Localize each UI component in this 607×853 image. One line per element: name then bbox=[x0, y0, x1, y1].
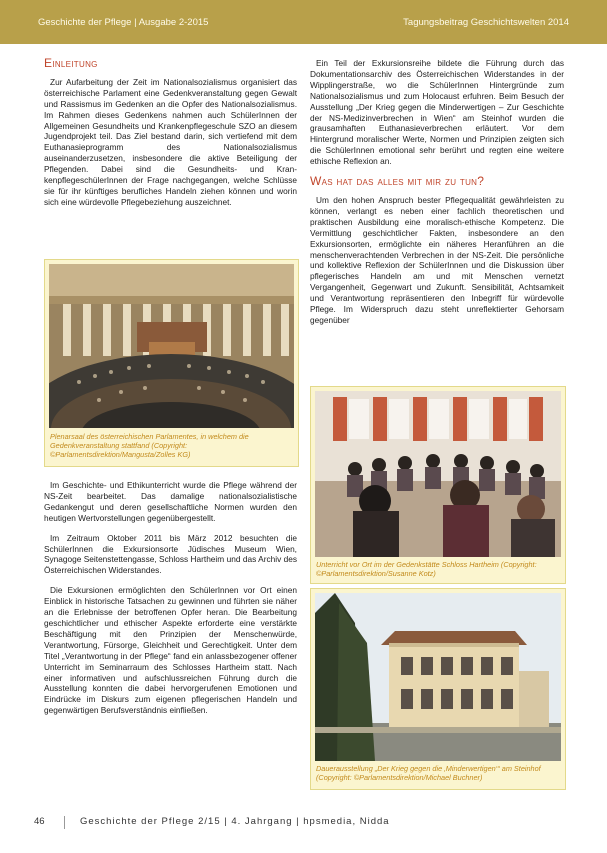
paragraph: Im Geschichte- und Ethikunterricht wurde die Pflege während der NS-Zeit bearbeitet. Das damalige nationalsozialistische Gedankengut und deren gesellschaftliche Normen wurden den heutigen Wertvorstellungen gegenübergestellt. bbox=[44, 480, 297, 523]
footer-divider bbox=[64, 816, 65, 829]
page-footer bbox=[0, 810, 607, 834]
left-column-bottom bbox=[44, 480, 297, 725]
figure-caption: Dauerausstellung „Der Krieg gegen die ‚Minderwertigen‘“ am Steinhof (Copyright: ©Parlamentsdirektion/Michael Buchner) bbox=[316, 764, 541, 782]
header-publication: Geschichte der Pflege | Ausgabe 2-2015 bbox=[38, 17, 209, 28]
seminar-photo bbox=[315, 391, 561, 557]
figure-steinhof bbox=[310, 588, 566, 790]
header-section: Tagungsbeitrag Geschichtswelten 2014 bbox=[403, 17, 569, 28]
page-header bbox=[0, 0, 607, 44]
page-number: 46 bbox=[34, 816, 45, 827]
paragraph: Um den hohen Anspruch bester Pflegequalität gewährleisten zu können, verlangt es neben einer fachlich theoretischen und praktischen Ausbildung eine moralisch-ethische Kompetenz. Die Vermittlung geschichtlicher Fakten, insbesondere an den Exkursionsorten, ermöglichte ein näheres Heranführen an die menschenverachtenden Verbrechen in der NS-Zeit. Die persönliche und kollektive Reflexion der SchülerInnen und die Diskussion über pflegerisches Handeln am und mit Menschen vernetzt Vergangenheit, Gegenwart und Zukunft. Sensibilität, Achtsamkeit und Verantwortung repräsentieren den Inbegriff für würdevolle Pflege. Im Widerspruch dazu steht unreflektierter Gehorsam gegenüber bbox=[310, 194, 564, 325]
figure-caption: Unterricht vor Ort im der Gedenkstätte Schloss Hartheim (Copyright: ©Parlamentsdirektion/Susanne Kotz) bbox=[316, 560, 537, 578]
paragraph: Zur Aufarbeitung der Zeit im Nationalsozialismus organisiert das österreichische Parlament eine Gedenkveranstaltung gegen Gewalt und Rassismus im Gedenken an die Opfer des Nationalsozialismus. Im Rahmen dieses Gedenkens nahmen auch SchülerInnen der Allgemeinen Gesundheits und Krankenpflegeschule SZO an diesem Jugendprojekt teil. Das Ziel bestand darin, sich vertiefend mit dem Euthanasieprogramm des Nationalsozialismus auseinanderzusetzen, insbesondere die aktive Beteiligung der Pflegenden. Dabei sind die Gesundheits- und KrankenpflegeschülerInnen der Frage nachgegangen, welche Schlüsse sie für ihr künftiges berufliches Handeln ziehen können und worin sich eine würdevolle Pflegebeziehung auszeichnet. bbox=[44, 76, 297, 207]
steinhof-photo bbox=[315, 593, 561, 761]
figure-parliament bbox=[44, 259, 299, 467]
right-column bbox=[310, 58, 564, 335]
section-heading-einleitung: Einleitung bbox=[44, 56, 98, 70]
paragraph: Die Exkursionen ermöglichten den SchülerInnen vor Ort einen Einblick in historische Tatsachen zu gewinnen und führten sie näher an die Erlebnisse der betroffenen Opfer heran. Die Bearbeitung geschichtlicher und ethischer Aspekte erforderte eine verstärkte Beschäftigung mit den Prinzipien der Menschenwürde, Verantwortung, Fürsorge, Gleichheit und Gerechtigkeit. Unter dem Titel „Verantwortung in der Pflege“ fand ein anlassbezogener offener Unterricht im Seminarraum des Schlosses Hartheim statt. Nach einer informativen und aufschlussreichen Führung durch die Ausstellung konnten die dabei hervorgerufenen Emotionen und Eindrücke im Diskurs zum eigenen pflegerischen Handeln und gegenwärtigen Berufsverständnis einfließen. bbox=[44, 585, 297, 716]
footer-publication: Geschichte der Pflege 2/15 | 4. Jahrgang | hpsmedia, Nidda bbox=[80, 816, 390, 827]
figure-caption: Plenarsaal des österreichischen Parlamentes, in welchem die Gedenkveranstaltung stattfand (Copyright: ©Parlamentsdirektion/Mangusta/Zolles KG) bbox=[50, 432, 249, 459]
paragraph: Im Zeitraum Oktober 2011 bis März 2012 besuchten die SchülerInnen die Exkursionsorte Jüdisches Museum Wien, Synagoge Seitenstettengasse, Schloss Hartheim und das Archiv des Österreichischen Widerstandes. bbox=[44, 532, 297, 576]
figure-seminar bbox=[310, 386, 566, 584]
paragraph: Ein Teil der Exkursionsreihe bildete die Führung durch das Dokumentationsarchiv des Österreichischen Widerstandes in der Wipplingerstraße, wo die SchülerInnen Hintergründe zum Nationalsozialismus und zum Holocaust erfuhren. Beim Besuch der Ausstellung „Der Krieg gegen die Minderwertigen – Zur Geschichte der NS-Medizinverbrechen in Wien“ am Steinhof wurden die grausamhaften Euthanasieverbrechen erläutert. Vor dem Hintergrund moralischer Werte, Normen und Prinzipien zeigten sich die SchülerInnen emotional sehr berührt und regten eine weitere ethische Reflexion an. bbox=[310, 58, 564, 167]
left-column-top bbox=[44, 58, 297, 217]
section-heading-was-hat: Was hat das alles mit mir zu tun? bbox=[310, 174, 485, 189]
parliament-photo bbox=[49, 264, 294, 428]
